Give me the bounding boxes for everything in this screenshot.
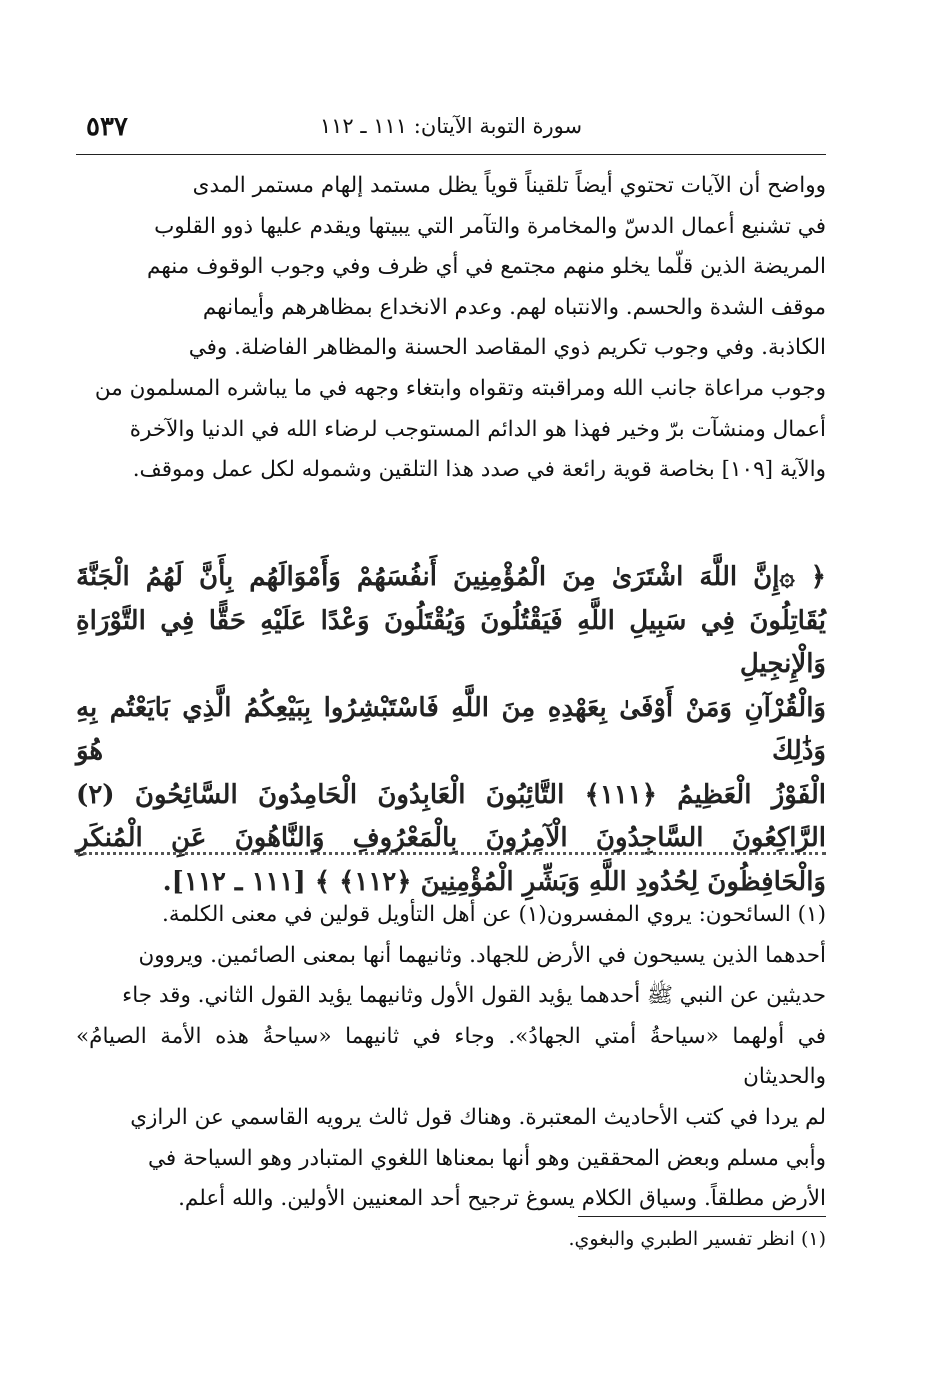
text-line: والآية [١٠٩] بخاصة قوية رائعة في صدد هذا التلقين وشموله لكل عمل وموقف. [132, 457, 826, 483]
page-number: ٥٣٧ [86, 112, 128, 142]
text-line: حديثين عن النبي ﷺ أحدهما يؤيد القول الأول وثانيهما يؤيد القول الثاني. وقد جاء [122, 983, 826, 1009]
verse-line: وَالْقُرْآنِ وَمَنْ أَوْفَىٰ بِعَهْدِهِ مِنَ اللَّهِ فَاسْتَبْشِرُوا بِبَيْعِكُمُ الَّذِي بَايَعْتُم بِهِ وَذَٰلِكَ هُوَ [76, 692, 826, 766]
explanatory-note [76, 895, 826, 1220]
dotted-separator [76, 852, 826, 855]
text-line: في أولهما «سياحةُ أمتي الجهادُ». وجاء في ثانيهما «سياحةُ هذه الأمة الصيامُ» والحديثان [76, 1023, 826, 1090]
text-line: أحدهما الذين يسيحون في الأرض للجهاد. وثانيهما أنها بمعنى الصائمين. ويروون [138, 942, 826, 968]
verse-line: الْفَوْزُ الْعَظِيمُ ﴿١١١﴾ التَّائِبُونَ الْعَابِدُونَ الْحَامِدُونَ السَّائِحُونَ (٢) [76, 779, 827, 810]
header-rule [76, 154, 826, 155]
text-line: (١) السائحون: يروي المفسرون(١) عن أهل التأويل قولين في معنى الكلمة. [162, 902, 826, 927]
text-line: وجوب مراعاة جانب الله ومراقبته وتقواه وابتغاء وجهه في ما يباشره المسلمون من [94, 375, 826, 401]
verse-line: ﴿ ۞إِنَّ اللَّهَ اشْتَرَىٰ مِنَ الْمُؤْمِنِينَ أَنفُسَهُمْ وَأَمْوَالَهُم بِأَنَّ لَهُمُ الْجَنَّةَ [76, 562, 826, 592]
text-line: لم يردا في كتب الأحاديث المعتبرة. وهناك قول ثالث يرويه القاسمي عن الرازي [130, 1104, 826, 1130]
page-header [76, 112, 826, 152]
verse-line: يُقَاتِلُونَ فِي سَبِيلِ اللَّهِ فَيَقْتُلُونَ وَيُقْتَلُونَ وَعْدًا عَلَيْهِ حَقًّا فِي التَّوْرَاةِ وَالْإِنجِيلِ [76, 605, 826, 679]
running-title: سورة التوبة الآيتان: ١١١ ـ ١١٢ [319, 114, 583, 138]
text-line: الأرض مطلقاً. وسياق الكلام يسوغ ترجيح أحد المعنيين الأولين. والله أعلم. [178, 1186, 826, 1212]
footnote-rule [578, 1216, 826, 1217]
text-line: أعمال ومنشآت برّ وخير فهذا هو الدائم المستوجب لرضاء الله في الدنيا والآخرة [129, 416, 826, 442]
verse-line: وَالْحَافِظُونَ لِحُدُودِ اللَّهِ وَبَشِّرِ الْمُؤْمِنِينَ ﴿١١٢﴾ ﴾ [١١١ ـ ١١٢]. [162, 866, 826, 897]
text-line: الكاذبة. وفي وجوب تكريم ذوي المقاصد الحسنة والمظاهر الفاضلة. وفي [188, 335, 826, 361]
text-line: موقف الشدة والحسم. والانتباه لهم. وعدم الانخداع بمظاهرهم وأيمانهم [202, 294, 826, 320]
commentary-paragraph [76, 166, 826, 491]
text-line: وواضح أن الآيات تحتوي أيضاً تلقيناً قوياً يظل مستمد إلهام مستمر المدى [192, 173, 826, 198]
footnote: (١) انظر تفسير الطبري والبغوي. [568, 1228, 826, 1250]
verse-line: الرَّاكِعُونَ السَّاجِدُونَ الْآمِرُونَ بِالْمَعْرُوفِ وَالنَّاهُونَ عَنِ الْمُنكَرِ [76, 823, 826, 853]
text-line: في تشنيع أعمال الدسّ والمخامرة والتآمر التي يبيتها ويقدم عليها ذوو القلوب [154, 213, 826, 239]
text-line: وأبي مسلم وبعض المحققين وهو أنها بمعناها اللغوي المتبادر وهو السياحة في [147, 1145, 826, 1171]
text-line: المريضة الذين قلّما يخلو منهم مجتمع في أي ظرف وفي وجوب الوقوف منهم [147, 254, 826, 280]
